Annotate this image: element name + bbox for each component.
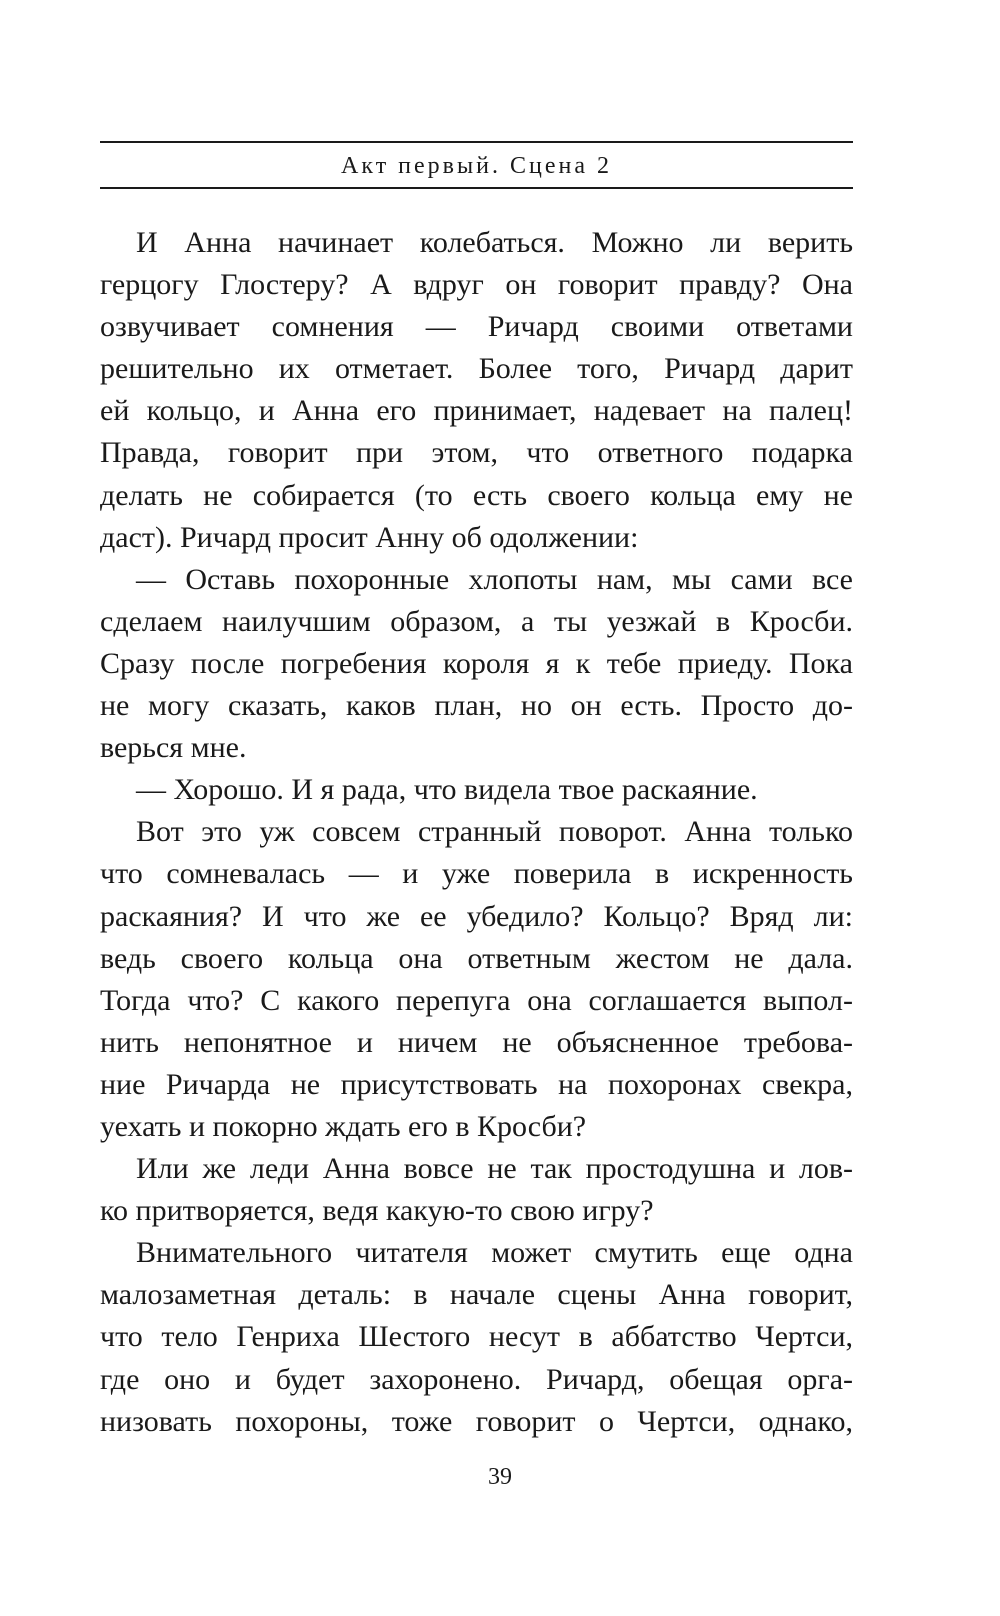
text-line: герцогу Глостеру? А вдруг он говорит правду? Она — [100, 268, 853, 302]
page-number: 39 — [488, 1464, 512, 1490]
body-text — [100, 222, 853, 1443]
text-line: — Оставь похоронные хлопоты нам, мы сами все — [136, 562, 853, 596]
text-line: где оно и будет захоронено. Ричард, обещая орга- — [100, 1362, 853, 1396]
text-line: озвучивает сомнения — Ричард своими ответами — [100, 310, 853, 344]
text-line: что тело Генриха Шестого несут в аббатство Чертси, — [100, 1320, 853, 1354]
text-line: ние Ричарда не присутствовать на похоронах свекра, — [100, 1067, 853, 1101]
text-line: низовать похороны, тоже говорит о Чертси, однако, — [100, 1404, 853, 1438]
text-line: Вот это уж совсем странный поворот. Анна только — [136, 815, 853, 849]
text-line: что сомневалась — и уже поверила в искренность — [100, 857, 853, 891]
running-head-title: Акт первый. Сцена 2 — [341, 153, 612, 179]
text-line: И Анна начинает колебаться. Можно ли верить — [136, 226, 853, 259]
text-line: ведь своего кольца она ответным жестом не дала. — [100, 941, 853, 975]
text-line: Правда, говорит при этом, что ответного подарка — [100, 436, 853, 470]
text-line: Или же леди Анна вовсе не так простодушна и лов- — [136, 1152, 853, 1186]
running-head — [100, 141, 853, 189]
text-line: раскаяния? И что же ее убедило? Кольцо? Вряд ли: — [100, 899, 853, 933]
text-line: не могу сказать, каков план, но он есть. Просто до- — [100, 689, 853, 723]
text-line: делать не собирается (то есть своего кольца ему не — [100, 478, 853, 512]
text-line: — Хорошо. И я рада, что видела твое раскаяние. — [136, 773, 758, 807]
text-line: уехать и покорно ждать его в Кросби? — [100, 1109, 587, 1143]
text-line: решительно их отметает. Более того, Ричард дарит — [100, 352, 853, 386]
text-line: сделаем наилучшим образом, а ты уезжай в Кросби. — [100, 604, 853, 638]
text-line: Тогда что? С какого перепуга она соглашается выпол- — [100, 983, 853, 1017]
text-line: ко притворяется, ведя какую-то свою игру? — [100, 1194, 654, 1228]
text-line: малозаметная деталь: в начале сцены Анна говорит, — [100, 1278, 853, 1312]
text-line: нить непонятное и ничем не объясненное требова- — [100, 1025, 853, 1059]
text-line: ей кольцо, и Анна его принимает, надевает на палец! — [100, 394, 853, 428]
text-line: Внимательного читателя может смутить еще одна — [136, 1236, 853, 1270]
text-line: Сразу после погребения короля я к тебе приеду. Пока — [100, 646, 853, 680]
text-line: даст). Ричард просит Анну об одолжении: — [100, 520, 639, 554]
text-line: верься мне. — [100, 731, 247, 765]
